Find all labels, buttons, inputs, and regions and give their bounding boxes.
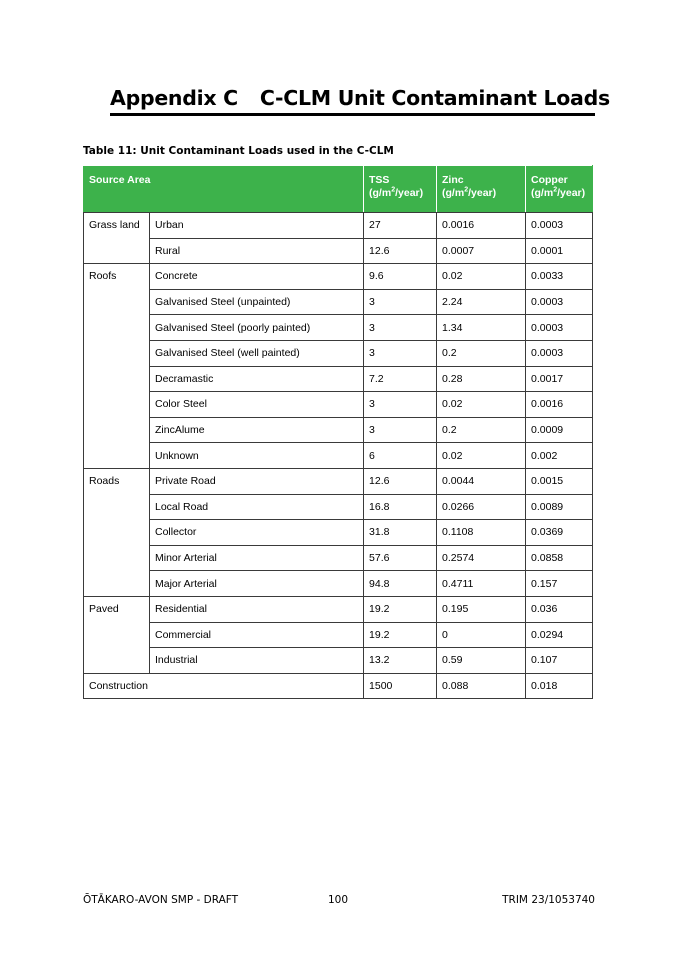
sub-category-cell: Color Steel <box>150 392 364 418</box>
tss-cell: 3 <box>364 289 437 315</box>
source-area-cell: Roofs <box>84 264 150 469</box>
sub-category-cell: Urban <box>150 213 364 239</box>
zinc-cell: 0.02 <box>437 264 526 290</box>
table-row <box>84 392 593 418</box>
table-body <box>84 213 593 699</box>
copper-cell: 0.0009 <box>526 417 593 443</box>
sub-category-cell: Galvanised Steel (unpainted) <box>150 289 364 315</box>
zinc-cell: 0.02 <box>437 392 526 418</box>
tss-cell: 3 <box>364 315 437 341</box>
header-zinc <box>437 166 526 213</box>
copper-cell: 0.0294 <box>526 622 593 648</box>
tss-cell: 7.2 <box>364 366 437 392</box>
header-copper-unit: $(g/m^2/year)$ <box>531 186 586 199</box>
zinc-cell: 0.2 <box>437 340 526 366</box>
copper-cell: 0.107 <box>526 648 593 674</box>
tss-cell: 6 <box>364 443 437 469</box>
zinc-cell: 0 <box>437 622 526 648</box>
source-area-cell: Roads <box>84 468 150 596</box>
zinc-cell: 2.24 <box>437 289 526 315</box>
tss-cell: 57.6 <box>364 545 437 571</box>
tss-cell: 12.6 <box>364 238 437 264</box>
contaminant-loads-table <box>83 165 593 699</box>
sub-category-cell: ZincAlume <box>150 417 364 443</box>
zinc-cell: 0.0007 <box>437 238 526 264</box>
zinc-cell: 0.2 <box>437 417 526 443</box>
source-area-cell: Paved <box>84 596 150 673</box>
tss-cell: 19.2 <box>364 622 437 648</box>
header-source-area: Source Area <box>84 166 364 213</box>
copper-cell: 0.002 <box>526 443 593 469</box>
header-zinc-unit: $(g/m^2/year)$ <box>442 186 497 199</box>
tss-cell: 12.6 <box>364 468 437 494</box>
footer-document-name: ŌTĀKARO-AVON SMP - DRAFT <box>83 894 239 906</box>
table-row <box>84 417 593 443</box>
zinc-cell: 1.34 <box>437 315 526 341</box>
zinc-cell: 0.0016 <box>437 213 526 239</box>
table-row <box>84 494 593 520</box>
tss-cell: 3 <box>364 417 437 443</box>
zinc-cell: 0.195 <box>437 596 526 622</box>
appendix-label: Appendix C <box>110 86 238 110</box>
copper-cell: 0.0003 <box>526 213 593 239</box>
zinc-cell: 0.4711 <box>437 571 526 597</box>
copper-cell: 0.0015 <box>526 468 593 494</box>
header-zinc-label: Zinc <box>442 174 464 186</box>
tss-cell: 3 <box>364 340 437 366</box>
table-row <box>84 468 593 494</box>
header-tss-label: TSS <box>369 174 390 186</box>
sub-category-cell: Local Road <box>150 494 364 520</box>
copper-cell: 0.018 <box>526 673 593 699</box>
sub-category-cell: Galvanised Steel (well painted) <box>150 340 364 366</box>
table-caption: Table 11: Unit Contaminant Loads used in the C-CLM <box>83 145 394 157</box>
table-row <box>84 596 593 622</box>
copper-cell: 0.0369 <box>526 520 593 546</box>
tss-cell: 31.8 <box>364 520 437 546</box>
copper-cell: 0.0003 <box>526 315 593 341</box>
zinc-cell: 0.0044 <box>437 468 526 494</box>
table-row <box>84 213 593 239</box>
tss-cell: 1500 <box>364 673 437 699</box>
sub-category-cell: Unknown <box>150 443 364 469</box>
sub-category-cell: Rural <box>150 238 364 264</box>
header-tss <box>364 166 437 213</box>
sub-category-cell: Decramastic <box>150 366 364 392</box>
appendix-title: C-CLM Unit Contaminant Loads <box>259 86 610 110</box>
table-row <box>84 238 593 264</box>
copper-cell: 0.0858 <box>526 545 593 571</box>
tss-cell: 94.8 <box>364 571 437 597</box>
header-copper-label: Copper <box>531 174 568 186</box>
tss-cell: 13.2 <box>364 648 437 674</box>
sub-category-cell: Concrete <box>150 264 364 290</box>
zinc-cell: 0.2574 <box>437 545 526 571</box>
zinc-cell: 0.0266 <box>437 494 526 520</box>
tss-cell: 16.8 <box>364 494 437 520</box>
sub-category-cell: Residential <box>150 596 364 622</box>
copper-cell: 0.0089 <box>526 494 593 520</box>
source-area-cell: Grass land <box>84 213 150 264</box>
copper-cell: 0.0003 <box>526 289 593 315</box>
zinc-cell: 0.28 <box>437 366 526 392</box>
sub-category-cell: Industrial <box>150 648 364 674</box>
zinc-cell: 0.02 <box>437 443 526 469</box>
zinc-cell: 0.1108 <box>437 520 526 546</box>
source-area-cell: Construction <box>84 673 364 699</box>
table-row <box>84 340 593 366</box>
tss-cell: 3 <box>364 392 437 418</box>
sub-category-cell: Galvanised Steel (poorly painted) <box>150 315 364 341</box>
copper-cell: 0.0016 <box>526 392 593 418</box>
footer-page-number: 100 <box>328 894 349 906</box>
header-tss-unit: $(g/m^2/year)$ <box>369 186 424 199</box>
tss-cell: 9.6 <box>364 264 437 290</box>
table-row <box>84 545 593 571</box>
table-row <box>84 264 593 290</box>
table-row <box>84 571 593 597</box>
sub-category-cell: Commercial <box>150 622 364 648</box>
copper-cell: 0.0001 <box>526 238 593 264</box>
table-row <box>84 315 593 341</box>
table-row <box>84 520 593 546</box>
sub-category-cell: Private Road <box>150 468 364 494</box>
copper-cell: 0.036 <box>526 596 593 622</box>
sub-category-cell: Collector <box>150 520 364 546</box>
copper-cell: 0.0033 <box>526 264 593 290</box>
copper-cell: 0.0017 <box>526 366 593 392</box>
table-row <box>84 622 593 648</box>
zinc-cell: 0.59 <box>437 648 526 674</box>
table-row <box>84 443 593 469</box>
sub-category-cell: Minor Arterial <box>150 545 364 571</box>
zinc-cell: 0.088 <box>437 673 526 699</box>
appendix-heading <box>110 86 610 116</box>
table-row <box>84 673 593 699</box>
header-copper <box>526 166 593 213</box>
sub-category-cell: Major Arterial <box>150 571 364 597</box>
copper-cell: 0.157 <box>526 571 593 597</box>
copper-cell: 0.0003 <box>526 340 593 366</box>
table-header-row <box>84 166 593 213</box>
tss-cell: 19.2 <box>364 596 437 622</box>
table-row <box>84 289 593 315</box>
tss-cell: 27 <box>364 213 437 239</box>
table-row <box>84 648 593 674</box>
table-row <box>84 366 593 392</box>
footer-trim-reference: TRIM 23/1053740 <box>502 894 595 906</box>
